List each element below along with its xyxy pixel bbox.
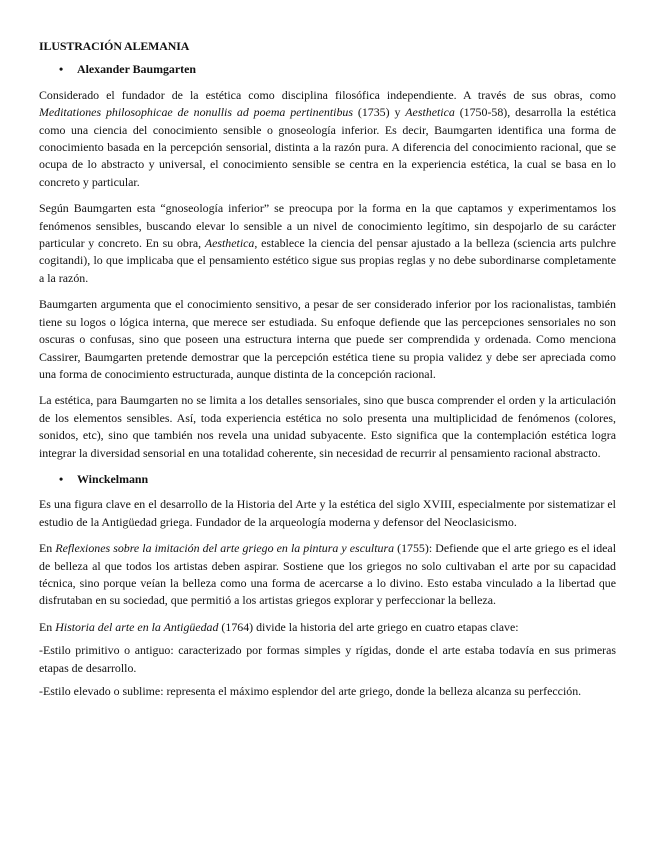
paragraph: -Estilo elevado o sublime: representa el máximo esplendor del arte griego, donde la belleza alcanza su perfección. [39,684,582,698]
paragraph: En Reflexiones sobre la imitación del arte griego en la pintura y escultura (1755): Defiende que el arte griego es el ideal de belleza al que todos los artistas deben aspirar. Sostiene que los griegos no solo cultivaban el arte por su capacidad técnica, sino porque veían la belleza como una forma de acercarse a lo divino. Esto estaba vinculado a la libertad que disfrutaban en su sociedad, que permitió a los artistas griegos explorar y perfeccionar la belleza. [39,541,617,608]
page-title: ILUSTRACIÓN ALEMANIA [39,39,190,53]
paragraph: La estética, para Baumgarten no se limita a los detalles sensoriales, sino que busca comprender el orden y la articulación de los elementos sensibles. Así, toda experiencia estética no solo presenta una multiplicidad de fenómenos (colores, sonidos, etc), sino que también nos revela una unidad subyacente. Esto significa que la contemplación estética logra integrar la diversidad sensorial en una totalidad coherente, sin necesidad de recurrir al pensamiento racional abstracto. [39,393,616,460]
bullet-icon: • [59,62,64,77]
section-heading-winckelmann [39,471,616,488]
bullet-icon: • [59,471,64,486]
paragraph: Baumgarten argumenta que el conocimiento sensitivo, a pesar de ser considerado inferior por los racionalistas, también tiene su logos o lógica interna, que merece ser estudiada. Su enfoque defiende que las percepciones sensoriales no son oscuras o confusas, sino que poseen una estructura interna que puede ser comprendida y ordenada. Como menciona Cassirer, Baumgarten pretende demostrar que la percepción estética tiene su propia validez y debe ser apreciada como una forma de conocimiento estructurada, aunque distinta de la concepción racional. [39,297,616,381]
work-title: Aesthetica [405,105,455,120]
section-title: Winckelmann [77,471,149,486]
work-title: Aesthetica [204,236,255,251]
paragraph: En Historia del arte en la Antigüedad (1764) divide la historia del arte griego en cuatro etapas clave: [39,619,519,634]
work-title: Historia del arte en la Antigüedad [55,619,219,634]
paragraph: -Estilo primitivo o antiguo: caracterizado por formas simples y rígidas, donde el arte estaba todavía en sus primeras etapas de desarrollo. [39,643,616,675]
paragraph: Según Baumgarten esta “gnoseología inferior” se preocupa por la forma en la que captamos y experimentamos los fenómenos sensibles, buscando elevar lo sensible a un nivel de conocimiento legítimo, sin despojarlo de su carácter particular y concreto. En su obra, Aesthetica, establece la ciencia del pensar ajustado a la belleza (sciencia arts pulchre cogitandi), lo que implicaba que el pensamiento estético sigue sus propias reglas y no debe subordinarse completamente a la razón. [39,201,616,285]
work-title: Meditationes philosophicae de nonullis ad poema pertinentibus [39,105,353,120]
paragraph: Considerado el fundador de la estética como disciplina filosófica independiente. A través de sus obras, como Meditationes philosophicae de nonullis ad poema pertinentibus (1735) y Aesthetica (1750-58), desarrolla la estética como una ciencia del conocimiento sensible o gnoseología inferior. Es decir, Baumgarten identifica una forma de conocimiento basada en la percepción sensorial, distinta a la razón pura. A diferencia del conocimiento racional, que se ocupa de lo abstracto y universal, el conocimiento sensible se centra en la experiencia estética, la cual se basa en lo concreto y particular. [39,87,616,189]
section-heading-baumgarten [39,61,616,78]
work-title: Reflexiones sobre la imitación del arte griego en la pintura y escultura [55,541,395,556]
paragraph: Es una figura clave en el desarrollo de la Historia del Arte y la estética del siglo XVIII, especialmente por sistematizar el estudio de la Antigüedad griega. Fundador de la arqueología moderna y defensor del Neoclasicismo. [39,497,616,529]
section-title: Alexander Baumgarten [77,62,197,77]
